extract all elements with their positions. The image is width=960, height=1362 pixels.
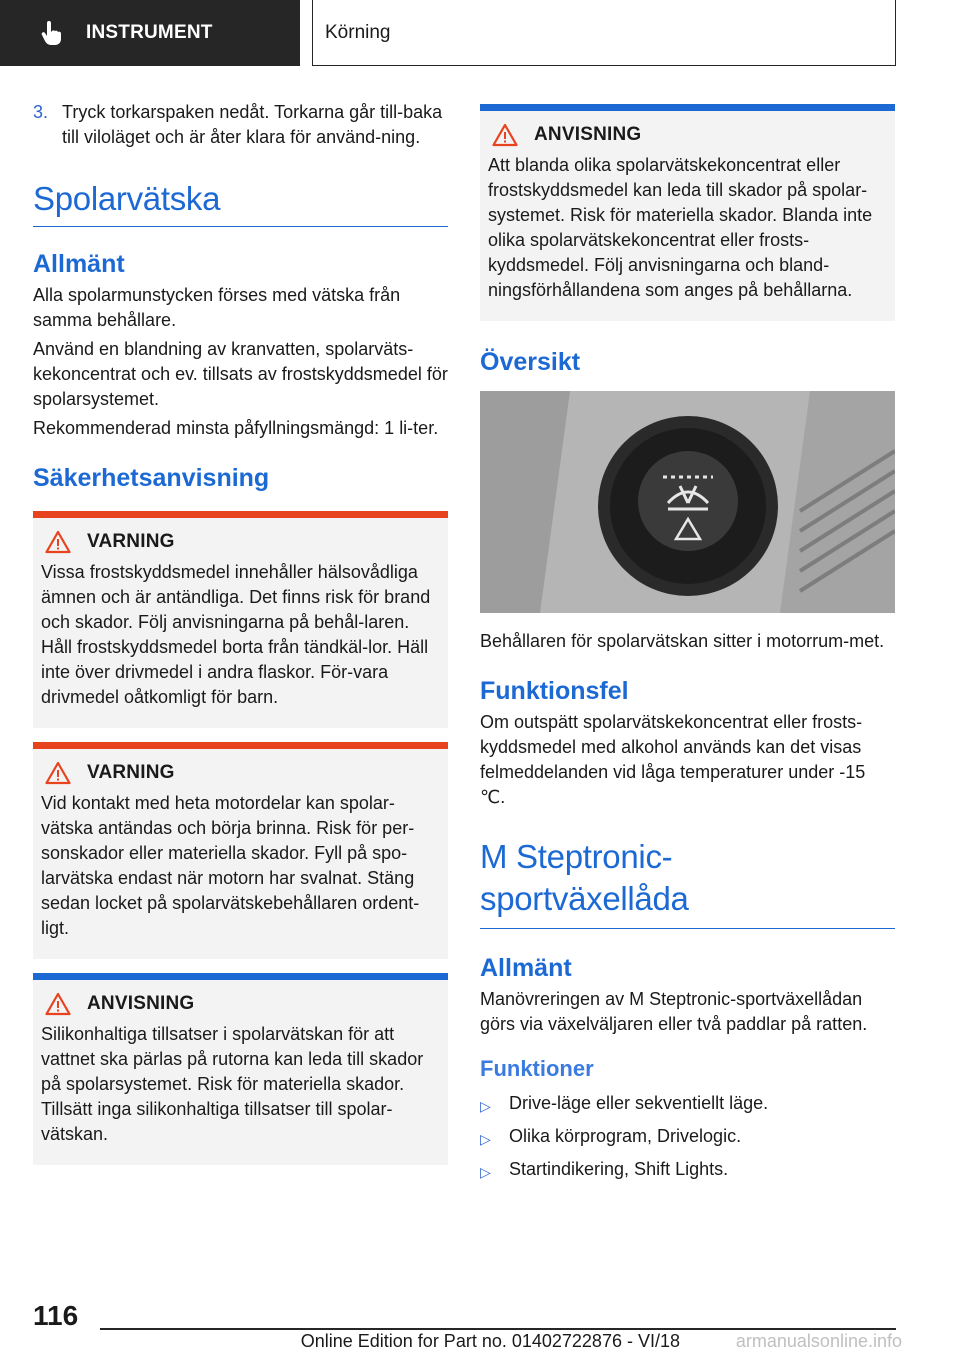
funktioner-list [480, 1091, 895, 1182]
left-column [33, 100, 448, 1165]
heading-m-steptronic-line-1: M Steptronic- [480, 838, 673, 875]
page-number: 116 [33, 1300, 79, 1331]
notice-triangle-icon [492, 123, 518, 147]
right-column [480, 104, 895, 1190]
chapter-tab-label: INSTRUMENT [86, 22, 213, 43]
list-item: ▷ Olika körprogram, Drivelogic. [480, 1124, 895, 1149]
notice-box-1 [33, 973, 448, 1165]
section-title: Körning [312, 0, 896, 66]
warning-title: VARNING [87, 531, 175, 552]
photo-caption: Behållaren för spolarvätskan sitter i motorrum-met. [480, 631, 885, 651]
triangle-bullet-icon: ▷ [480, 1164, 491, 1180]
allmant-paragraph-2: Använd en blandning av kranvatten, spolarväts-kekoncentrat och ev. tillsats av frostskyddsmedel för spolarsystemet. [33, 339, 448, 409]
notice-title: ANVISNING [534, 124, 642, 145]
triangle-bullet-icon: ▷ [480, 1131, 491, 1147]
heading-allmant: Allmänt [33, 250, 125, 278]
heading-m-steptronic [480, 836, 895, 929]
footer-watermark: armanualsonline.info [735, 1331, 902, 1351]
hand-pointer-icon [38, 20, 64, 46]
allmant-2-paragraph: Manövreringen av M Steptronic-sportväxellådan görs via växelväljaren eller två paddlar på ratten. [480, 989, 868, 1034]
step-text: Tryck torkarspaken nedåt. Torkarna går till-baka till viloläget och är åter klara för använd-ning. [62, 102, 443, 147]
list-item: ▷ Drive-läge eller sekventiellt läge. [480, 1091, 895, 1116]
warning-box-2 [33, 742, 448, 959]
washer-reservoir-photo [480, 391, 895, 613]
heading-m-steptronic-line-2: sportväxellåda [480, 880, 689, 917]
allmant-paragraph-1: Alla spolarmunstycken förses med vätska från samma behållare. [33, 285, 401, 330]
warning-triangle-icon [45, 761, 71, 785]
chapter-tab[interactable] [0, 0, 300, 66]
notice-title: ANVISNING [87, 993, 195, 1014]
notice-box-2 [480, 104, 895, 321]
triangle-bullet-icon: ▷ [480, 1098, 491, 1114]
warning-box-1 [33, 511, 448, 728]
list-item: ▷ Startindikering, Shift Lights. [480, 1157, 895, 1182]
warning-title: VARNING [87, 762, 175, 783]
heading-spolarvatska: Spolarvätska [33, 180, 448, 227]
heading-oversikt: Översikt [480, 348, 581, 376]
warning-text: Vid kontakt med heta motordelar kan spolar-vätska antändas och börja brinna. Risk för per-sonskador eller materiella skador. Fyll på spo-larvätska endast när motorn har svalnat. Stäng sedan locket på spolarvätskebehållaren ordent-ligt. [41, 793, 420, 938]
notice-text: Silikonhaltiga tillsatser i spolarvätskan för att vattnet ska pärlas på rutorna kan leda till skador på spolarsystemet. Risk för materiella skador. Tillsätt inga silikonhaltiga tillsatser till spolar-vätskan. [41, 1024, 424, 1144]
warning-text: Vissa frostskyddsmedel innehåller hälsovådliga ämnen och är antändliga. Det finns risk för brand och skador. Följ anvisningarna på behål-laren. Håll frostskyddsmedel borta från tändkäl-lor. Häll inte över drivmedel i andra flaskor. För-vara drivmedel oåtkomligt för barn. [41, 562, 431, 707]
step-item [33, 100, 448, 150]
heading-sakerhetsanvisning: Säkerhetsanvisning [33, 464, 270, 492]
step-number: 3. [33, 102, 49, 122]
footer-divider [100, 1328, 896, 1330]
notice-text: Att blanda olika spolarvätskekoncentrat eller frostskyddsmedel kan leda till skador på spolar-systemet. Risk för materiella skador. Blanda inte olika spolarvätskekoncentrat eller frosts-kyddsmedel. Följ anvisningarna och bland-ningsförhållandena som anges på behållarna. [488, 155, 873, 300]
allmant-paragraph-3: Rekommenderad minsta påfyllningsmängd: 1 li-ter. [33, 418, 439, 438]
notice-triangle-icon [45, 992, 71, 1016]
page-header [0, 0, 960, 66]
heading-allmant-2: Allmänt [480, 954, 572, 982]
footer-edition: Online Edition for Part no. 01402722876 - VI/18 [300, 1331, 680, 1351]
heading-funktionsfel: Funktionsfel [480, 677, 629, 705]
funktionsfel-paragraph: Om outspätt spolarvätskekoncentrat eller frosts-kyddsmedel med alkohol används kan det visas felmeddelanden vid låga temperaturer under -15 ℃. [480, 712, 866, 807]
warning-triangle-icon [45, 530, 71, 554]
heading-funktioner: Funktioner [480, 1056, 594, 1081]
